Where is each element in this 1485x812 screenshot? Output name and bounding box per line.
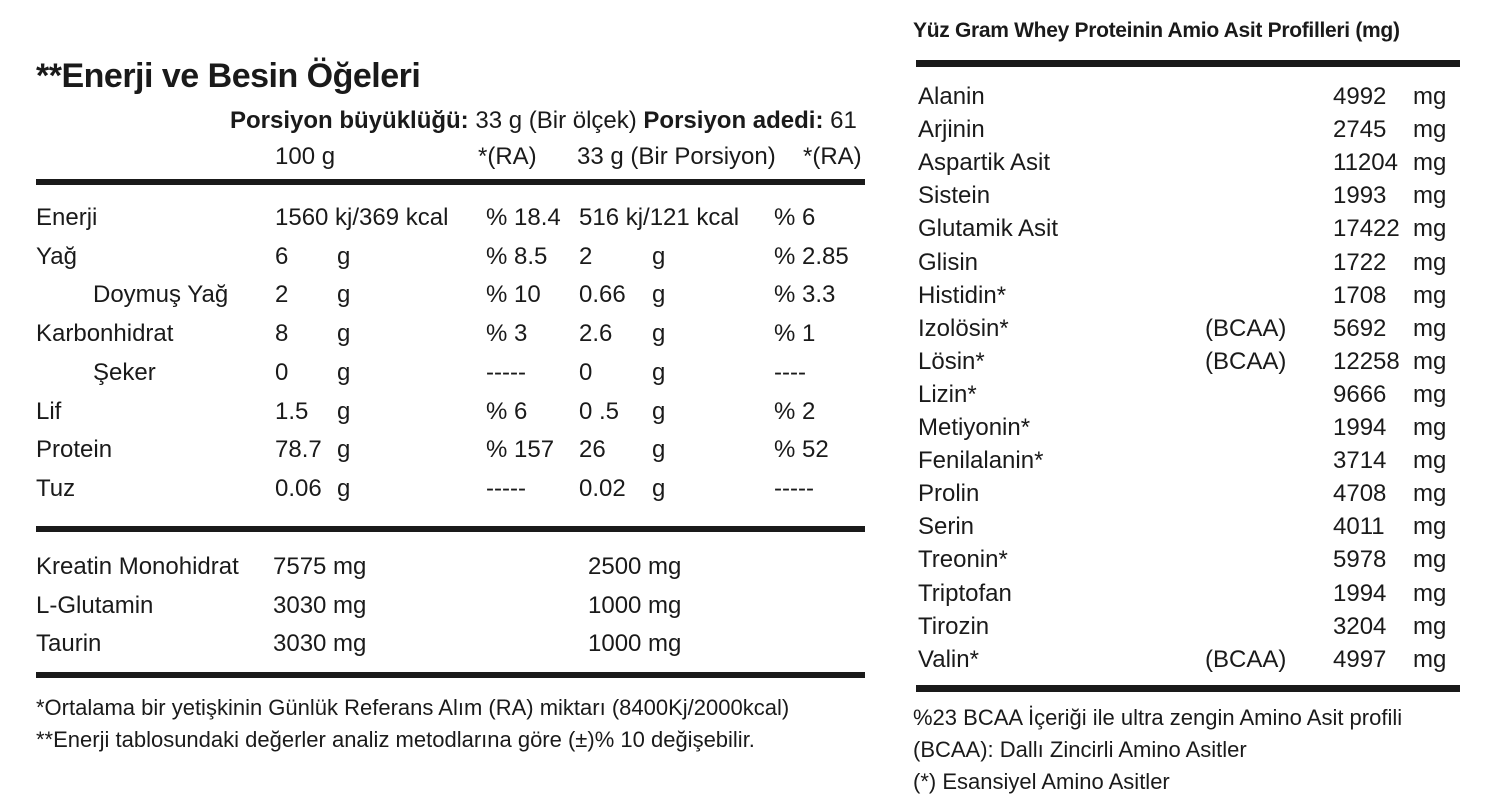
supplement-per100: 7575 mg (273, 553, 367, 580)
supplement-per100: 3030 mg (273, 591, 367, 619)
amino-value: 1708 (1333, 281, 1387, 309)
amino-unit: mg (1413, 248, 1447, 276)
portion-size-label: Porsiyon büyüklüğü: (230, 107, 469, 134)
unit-per-portion: g (652, 397, 666, 425)
ra-per-portion: % 1 (774, 320, 816, 348)
mid-rule (36, 526, 865, 532)
nutrition-title: **Enerji ve Besin Öğeleri (36, 57, 421, 95)
amino-value: 2745 (1333, 116, 1387, 144)
nutrient-name: Enerji (36, 204, 98, 231)
amino-unit: mg (1413, 314, 1447, 342)
header-per100: 100 g (275, 143, 336, 170)
portion-count-value: 61 (830, 107, 857, 134)
ra-per-portion: % 2.85 (774, 242, 849, 270)
amino-unit: mg (1413, 182, 1447, 210)
amino-value: 4011 (1333, 513, 1385, 541)
amino-bcaa-tag: (BCAA) (1205, 314, 1287, 342)
ra-per-portion: % 3.3 (774, 281, 836, 309)
supplement-name: Taurin (36, 630, 102, 658)
amino-name: Tirozin (918, 612, 990, 640)
amino-name: Izolösin* (918, 314, 1009, 342)
amino-value: 1993 (1333, 182, 1387, 210)
ra-per100: % 157 (486, 436, 555, 464)
amino-unit: mg (1413, 347, 1447, 375)
value-per100: 1560 kj/369 kcal (275, 204, 449, 231)
amino-name: Glisin (918, 248, 979, 276)
portion-count-label: Porsiyon adedi: (643, 107, 824, 134)
amino-name: Metiyonin* (918, 414, 1031, 441)
unit-per-portion: g (652, 358, 666, 386)
amino-value: 4992 (1333, 83, 1387, 110)
amino-value: 3714 (1333, 447, 1387, 475)
nutrient-name: Şeker (93, 358, 156, 386)
ra-per100: % 18.4 (486, 204, 561, 231)
unit-per100: g (337, 436, 351, 464)
supplement-name: Kreatin Monohidrat (36, 553, 239, 580)
ra-per100: % 6 (486, 397, 528, 425)
amino-value: 5692 (1333, 314, 1387, 342)
amino-value: 1994 (1333, 579, 1387, 607)
amino-name: Sistein (918, 182, 991, 210)
nutrient-name: Protein (36, 436, 113, 464)
amino-value: 9666 (1333, 380, 1387, 408)
value-per100: 8 (275, 320, 289, 348)
ra-per100: ----- (486, 474, 526, 502)
unit-per100: g (337, 281, 351, 309)
amino-name: Glutamik Asit (918, 215, 1059, 243)
header-rule (36, 179, 865, 185)
supplement-name: L-Glutamin (36, 591, 154, 619)
amino-unit: mg (1413, 480, 1447, 508)
value-per-portion: 2.6 (579, 320, 613, 348)
value-per-portion: 0.66 (579, 281, 626, 309)
amino-note-bcaa-definition: (BCAA): Dallı Zincirli Amino Asitler (913, 737, 1247, 762)
amino-bcaa-tag: (BCAA) (1205, 645, 1287, 673)
amino-value: 1722 (1333, 248, 1387, 276)
footnote-energy: **Enerji tablosundaki değerler analiz metodlarına göre (±)% 10 değişebilir. (36, 727, 755, 752)
amino-name: Aspartik Asit (918, 149, 1051, 177)
amino-unit: mg (1413, 380, 1447, 408)
nutrient-name: Tuz (36, 474, 76, 502)
value-per-portion: 2 (579, 242, 593, 270)
unit-per-portion: g (652, 436, 666, 464)
supplement-per100: 3030 mg (273, 630, 367, 658)
header-per-portion: 33 g (Bir Porsiyon) (577, 143, 776, 170)
amino-unit: mg (1413, 281, 1447, 309)
amino-bcaa-tag: (BCAA) (1205, 347, 1287, 375)
value-per-portion: 26 (579, 436, 606, 464)
amino-unit: mg (1413, 513, 1447, 541)
amino-note-bcaa-content: %23 BCAA İçeriği ile ultra zengin Amino Asit profili (913, 705, 1403, 730)
value-per-portion: 0.02 (579, 474, 626, 502)
supplement-per-portion: 1000 mg (588, 630, 682, 658)
footnote-ra: *Ortalama bir yetişkinin Günlük Referans Alım (RA) miktarı (8400Kj/2000kcal) (36, 695, 790, 720)
amino-name: Alanin (918, 83, 985, 110)
unit-per-portion: g (652, 320, 666, 348)
amino-unit: mg (1413, 215, 1447, 243)
amino-value: 3204 (1333, 612, 1387, 640)
unit-per100: g (337, 397, 351, 425)
amino-value: 1994 (1333, 414, 1387, 441)
amino-note-essential: (*) Esansiyel Amino Asitler (913, 769, 1170, 794)
amino-unit: mg (1413, 116, 1447, 144)
amino-value: 5978 (1333, 546, 1387, 574)
nutrient-name: Yağ (36, 242, 77, 270)
unit-per-portion: g (652, 281, 666, 309)
amino-unit: mg (1413, 83, 1447, 110)
unit-per-portion: g (652, 242, 666, 270)
value-per100: 0.06 (275, 474, 322, 502)
value-per100: 6 (275, 242, 289, 270)
value-per100: 1.5 (275, 397, 309, 425)
nutrient-name: Karbonhidrat (36, 320, 174, 348)
amino-name: Treonin* (918, 546, 1008, 574)
ra-per-portion: % 6 (774, 204, 816, 231)
portion-size-value: 33 g (Bir ölçek) (475, 107, 637, 134)
amino-unit: mg (1413, 645, 1447, 673)
value-per-portion: 0 .5 (579, 397, 620, 425)
amino-unit: mg (1413, 447, 1447, 475)
amino-name: Valin* (918, 645, 979, 673)
supplement-per-portion: 1000 mg (588, 591, 682, 619)
unit-per100: g (337, 242, 351, 270)
amino-name: Histidin* (918, 281, 1007, 309)
amino-name: Prolin (918, 480, 980, 508)
ra-per100: % 3 (486, 320, 528, 348)
amino-value: 4997 (1333, 645, 1387, 673)
amino-name: Fenilalanin* (918, 447, 1044, 475)
ra-per-portion: % 52 (774, 436, 829, 464)
value-per-portion: 516 kj/121 kcal (579, 204, 740, 231)
amino-name: Lizin* (918, 380, 977, 408)
amino-unit: mg (1413, 546, 1447, 574)
amino-value: 12258 (1333, 347, 1400, 375)
amino-unit: mg (1413, 612, 1447, 640)
amino-name: Triptofan (918, 579, 1012, 607)
bottom-rule (36, 672, 865, 678)
amino-value: 4708 (1333, 480, 1387, 508)
portion-info (230, 106, 857, 136)
header-ra-portion: *(RA) (803, 143, 862, 170)
nutrient-name: Lif (36, 397, 62, 425)
ra-per-portion: ---- (774, 358, 806, 386)
amino-name: Lösin* (918, 347, 985, 375)
amino-title: Yüz Gram Whey Proteinin Amio Asit Profilleri (mg) (913, 19, 1400, 42)
ra-per-portion: ----- (774, 474, 814, 502)
ra-per-portion: % 2 (774, 397, 816, 425)
value-per100: 78.7 (275, 436, 322, 464)
ra-per100: % 8.5 (486, 242, 548, 270)
ra-per100: % 10 (486, 281, 541, 309)
amino-value: 17422 (1333, 215, 1400, 243)
amino-unit: mg (1413, 579, 1447, 607)
amino-bottom-rule (916, 685, 1460, 692)
value-per100: 2 (275, 281, 289, 309)
nutrient-name: Doymuş Yağ (93, 281, 229, 309)
unit-per100: g (337, 320, 351, 348)
amino-name: Arjinin (918, 116, 985, 144)
value-per100: 0 (275, 358, 289, 386)
amino-value: 11204 (1333, 149, 1398, 177)
unit-per-portion: g (652, 474, 666, 502)
ra-per100: ----- (486, 358, 526, 386)
amino-name: Serin (918, 513, 975, 541)
value-per-portion: 0 (579, 358, 593, 386)
supplement-per-portion: 2500 mg (588, 553, 682, 580)
amino-unit: mg (1413, 149, 1447, 177)
unit-per100: g (337, 474, 351, 502)
amino-unit: mg (1413, 414, 1447, 441)
unit-per100: g (337, 358, 351, 386)
header-ra-100: *(RA) (478, 143, 537, 170)
amino-top-rule (916, 60, 1460, 67)
